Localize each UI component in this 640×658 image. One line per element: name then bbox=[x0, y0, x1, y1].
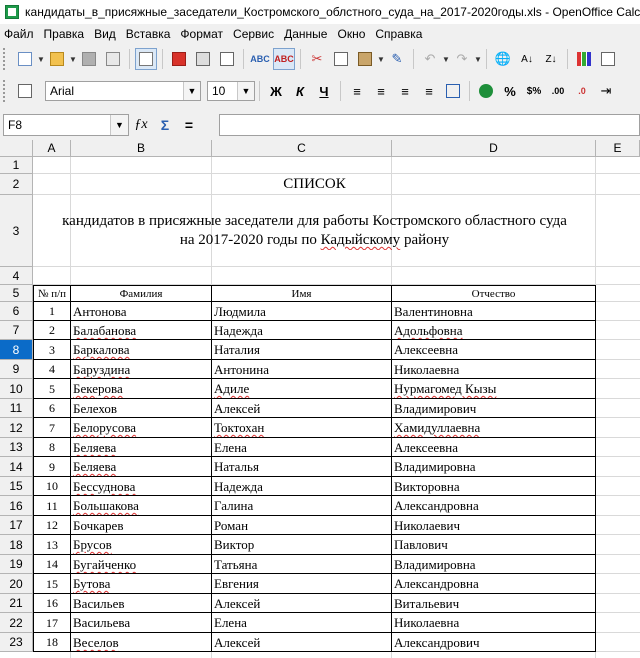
record-surname-text: Белорусова bbox=[73, 420, 137, 435]
autospellcheck-icon[interactable]: ABC bbox=[273, 48, 295, 70]
row-header[interactable]: 23 bbox=[0, 633, 33, 652]
edit-file-icon[interactable] bbox=[135, 48, 157, 70]
record-patronymic bbox=[392, 633, 596, 652]
formula-input[interactable] bbox=[219, 114, 640, 136]
toolbar-separator bbox=[162, 49, 163, 69]
chevron-down-icon[interactable]: ▼ bbox=[377, 54, 385, 64]
record-first-name-text: Галина bbox=[214, 498, 254, 513]
percent-format-button[interactable]: % bbox=[504, 83, 516, 99]
record-patronymic-text: Адольфовна bbox=[394, 323, 463, 338]
record-number bbox=[33, 477, 71, 496]
column-header-b[interactable]: B bbox=[71, 140, 212, 157]
record-surname-text: Белехов bbox=[73, 401, 117, 416]
record-first-name-text: Надежда bbox=[214, 479, 263, 494]
clone-formatting-icon[interactable]: ✎ bbox=[391, 51, 403, 66]
chevron-down-icon[interactable]: ▼ bbox=[442, 54, 450, 64]
record-first-name-text: Алексей bbox=[214, 401, 261, 416]
record-patronymic bbox=[392, 399, 596, 418]
record-number bbox=[33, 457, 71, 477]
paste-icon[interactable] bbox=[354, 48, 376, 70]
open-folder-icon[interactable] bbox=[46, 48, 68, 70]
record-patronymic bbox=[392, 594, 596, 613]
record-patronymic bbox=[392, 379, 596, 399]
record-first-name bbox=[212, 477, 392, 496]
toolbar-separator bbox=[300, 49, 301, 69]
record-number-text: 2 bbox=[49, 323, 55, 337]
chevron-down-icon[interactable]: ▼ bbox=[237, 82, 254, 100]
font-size-combo[interactable] bbox=[207, 81, 255, 101]
toolbar-grip[interactable] bbox=[3, 80, 9, 102]
record-number-text: 18 bbox=[46, 635, 58, 649]
toolbar-separator bbox=[243, 49, 244, 69]
menu-format[interactable]: Формат bbox=[180, 27, 224, 41]
align-left-icon[interactable]: ≡ bbox=[353, 83, 361, 99]
record-surname bbox=[71, 360, 212, 379]
align-center-icon[interactable]: ≡ bbox=[377, 83, 385, 99]
record-number-text: 8 bbox=[49, 440, 55, 454]
record-surname-text: Балабанова bbox=[73, 323, 137, 338]
record-first-name bbox=[212, 574, 392, 594]
pivot-table-icon[interactable] bbox=[597, 48, 619, 70]
record-patronymic bbox=[392, 477, 596, 496]
menu-tools[interactable]: Сервис bbox=[233, 27, 275, 41]
delete-decimal-icon[interactable]: .0 bbox=[578, 86, 586, 96]
record-patronymic-text: Нурмагомед Кызы bbox=[394, 381, 497, 396]
column-header-c[interactable]: C bbox=[212, 140, 392, 157]
record-surname-text: Бугайченко bbox=[73, 557, 137, 572]
record-number-text: 7 bbox=[49, 421, 55, 435]
standard-format-button[interactable]: $% bbox=[526, 85, 542, 97]
toolbar-separator bbox=[259, 81, 260, 101]
formula-bar bbox=[0, 112, 640, 138]
styles-icon[interactable] bbox=[14, 80, 36, 102]
record-patronymic bbox=[392, 438, 596, 457]
record-surname bbox=[71, 321, 212, 340]
record-number bbox=[33, 399, 71, 418]
merge-cells-icon[interactable] bbox=[442, 80, 464, 102]
menu-view[interactable]: Вид bbox=[94, 27, 116, 41]
menu-data[interactable]: Данные bbox=[284, 27, 328, 41]
subtitle-text-part: на 2017-2020 годы по bbox=[179, 232, 321, 248]
record-first-name-text: Алексей bbox=[214, 596, 261, 611]
record-number-text: 4 bbox=[49, 362, 55, 376]
row-header[interactable]: 13 bbox=[0, 438, 33, 457]
record-surname-text: Беляева bbox=[73, 440, 117, 455]
record-patronymic-text: Александрович bbox=[394, 635, 480, 650]
record-first-name bbox=[212, 360, 392, 379]
record-surname bbox=[71, 418, 212, 438]
align-right-icon[interactable]: ≡ bbox=[401, 83, 409, 99]
record-patronymic bbox=[392, 302, 596, 321]
toolbar-grip[interactable] bbox=[3, 48, 9, 70]
record-patronymic-text: Николаевна bbox=[394, 362, 460, 377]
record-surname bbox=[71, 302, 212, 321]
record-first-name-text: Токтохан bbox=[214, 420, 265, 435]
record-number-text: 1 bbox=[49, 304, 55, 318]
print-icon[interactable] bbox=[192, 48, 214, 70]
record-first-name-text: Елена bbox=[214, 615, 247, 630]
record-patronymic-text: Витальевич bbox=[394, 596, 460, 611]
record-number bbox=[33, 321, 71, 340]
chevron-down-icon[interactable]: ▼ bbox=[474, 54, 482, 64]
subtitle-text-part: району bbox=[400, 232, 450, 248]
row-header[interactable]: 12 bbox=[0, 418, 33, 438]
record-patronymic-text: Владимирович bbox=[394, 401, 477, 416]
underline-button[interactable]: Ч bbox=[319, 83, 329, 99]
email-icon[interactable] bbox=[102, 48, 124, 70]
record-patronymic bbox=[392, 555, 596, 574]
row-header[interactable]: 2 bbox=[0, 174, 33, 195]
sort-descending-icon[interactable]: Z↓ bbox=[545, 53, 557, 65]
table-header-cell-text: Фамилия bbox=[119, 288, 163, 300]
row-header[interactable]: 14 bbox=[0, 457, 33, 477]
record-patronymic-text: Алексеевна bbox=[394, 440, 458, 455]
record-patronymic bbox=[392, 535, 596, 555]
record-surname-text: Баркалова bbox=[73, 342, 130, 357]
function-equals-icon[interactable]: = bbox=[184, 117, 194, 133]
subtitle-district-name: Кадыйскому bbox=[320, 232, 401, 248]
undo-icon[interactable]: ↶ bbox=[424, 51, 436, 66]
record-surname-text: Бессуднова bbox=[73, 479, 136, 494]
record-surname bbox=[71, 594, 212, 613]
record-surname bbox=[71, 535, 212, 555]
record-first-name-text: Евгения bbox=[214, 576, 259, 591]
record-patronymic-text: Валентиновна bbox=[394, 304, 473, 319]
record-surname-text: Большакова bbox=[73, 498, 139, 513]
spellcheck-icon[interactable]: ABC bbox=[250, 54, 270, 64]
row-header[interactable]: 22 bbox=[0, 613, 33, 633]
record-first-name bbox=[212, 496, 392, 516]
row-header[interactable]: 6 bbox=[0, 302, 33, 321]
row-header[interactable]: 7 bbox=[0, 321, 33, 340]
record-first-name-text: Людмила bbox=[214, 304, 266, 319]
record-number bbox=[33, 574, 71, 594]
table-header-cell-text: Имя bbox=[291, 288, 312, 300]
record-first-name bbox=[212, 535, 392, 555]
table-header-cell-text: № п/п bbox=[37, 288, 67, 300]
record-first-name bbox=[212, 302, 392, 321]
save-icon[interactable] bbox=[78, 48, 100, 70]
record-first-name bbox=[212, 379, 392, 399]
print-preview-icon[interactable] bbox=[216, 48, 238, 70]
record-surname-text: Беляева bbox=[73, 459, 117, 474]
record-number-text: 6 bbox=[49, 401, 55, 415]
record-first-name-text: Татьяна bbox=[214, 557, 258, 572]
record-surname-text: Баруздина bbox=[73, 362, 131, 377]
toolbar-separator bbox=[486, 49, 487, 69]
record-first-name bbox=[212, 438, 392, 457]
record-patronymic bbox=[392, 340, 596, 360]
record-surname-text: Брусов bbox=[73, 537, 112, 552]
record-patronymic-text: Александровна bbox=[394, 498, 479, 513]
record-surname bbox=[71, 399, 212, 418]
row-header[interactable]: 3 bbox=[0, 195, 33, 267]
menu-edit[interactable]: Правка bbox=[43, 27, 85, 41]
table-header-cell bbox=[71, 285, 212, 302]
formatting-toolbar bbox=[0, 76, 640, 106]
copy-icon[interactable] bbox=[330, 48, 352, 70]
record-surname bbox=[71, 613, 212, 633]
record-first-name-text: Наталия bbox=[214, 342, 260, 357]
record-surname bbox=[71, 496, 212, 516]
new-document-icon[interactable] bbox=[14, 48, 36, 70]
record-surname-text: Васильева bbox=[73, 615, 131, 630]
record-first-name bbox=[212, 399, 392, 418]
row-header[interactable]: 17 bbox=[0, 516, 33, 535]
record-first-name bbox=[212, 633, 392, 652]
row-header[interactable]: 1 bbox=[0, 157, 33, 174]
record-patronymic-text: Павлович bbox=[394, 537, 448, 552]
chevron-down-icon[interactable]: ▼ bbox=[183, 82, 200, 100]
record-first-name-text: Виктор bbox=[214, 537, 255, 552]
column-header-d[interactable]: D bbox=[392, 140, 596, 157]
record-surname bbox=[71, 438, 212, 457]
list-subtitle-line1: кандидатов в присяжные заседатели для работы Костромского областного суда bbox=[62, 213, 567, 229]
font-size-value: 10 bbox=[212, 84, 226, 98]
record-patronymic bbox=[392, 457, 596, 477]
record-patronymic bbox=[392, 321, 596, 340]
record-number-text: 5 bbox=[49, 382, 55, 396]
record-number-text: 15 bbox=[46, 577, 58, 591]
record-patronymic-text: Николаевич bbox=[394, 518, 460, 533]
record-number bbox=[33, 594, 71, 613]
row-header[interactable]: 16 bbox=[0, 496, 33, 516]
calc-app-icon bbox=[5, 5, 19, 19]
record-number-text: 10 bbox=[46, 479, 58, 493]
table-header-cell-text: Отчество bbox=[471, 288, 516, 300]
record-patronymic-text: Владимировна bbox=[394, 459, 476, 474]
gridline-horizontal bbox=[33, 194, 640, 195]
currency-format-icon[interactable] bbox=[475, 80, 497, 102]
spreadsheet-grid[interactable] bbox=[0, 140, 640, 658]
record-number bbox=[33, 613, 71, 633]
record-surname-text: Бутова bbox=[73, 576, 111, 591]
row-header[interactable]: 5 bbox=[0, 285, 33, 302]
record-first-name bbox=[212, 340, 392, 360]
record-surname-text: Васильев bbox=[73, 596, 125, 611]
row-header[interactable]: 11 bbox=[0, 399, 33, 418]
menu-bar bbox=[0, 24, 640, 44]
table-header-cell bbox=[212, 285, 392, 302]
record-surname bbox=[71, 457, 212, 477]
sum-icon[interactable]: Σ bbox=[160, 117, 170, 133]
record-number bbox=[33, 535, 71, 555]
record-number bbox=[33, 418, 71, 438]
cut-icon[interactable]: ✂ bbox=[311, 51, 323, 66]
record-number-text: 11 bbox=[46, 499, 58, 513]
record-surname bbox=[71, 555, 212, 574]
chevron-down-icon[interactable]: ▼ bbox=[69, 54, 77, 64]
record-number-text: 12 bbox=[46, 518, 58, 532]
name-box[interactable] bbox=[3, 114, 129, 136]
record-surname-text: Бочкарев bbox=[73, 518, 124, 533]
record-first-name bbox=[212, 594, 392, 613]
record-first-name bbox=[212, 457, 392, 477]
record-first-name-text: Адиле bbox=[214, 381, 250, 396]
record-number-text: 17 bbox=[46, 616, 58, 630]
export-pdf-icon[interactable] bbox=[168, 48, 190, 70]
record-surname bbox=[71, 379, 212, 399]
record-first-name-text: Наталья bbox=[214, 459, 259, 474]
row-header[interactable]: 19 bbox=[0, 555, 33, 574]
toolbar-separator bbox=[469, 81, 470, 101]
row-header[interactable]: 15 bbox=[0, 477, 33, 496]
select-all-corner[interactable] bbox=[0, 140, 33, 157]
italic-button[interactable]: К bbox=[296, 83, 304, 99]
toolbar-separator bbox=[129, 49, 130, 69]
record-first-name bbox=[212, 613, 392, 633]
row-header[interactable]: 8 bbox=[0, 340, 33, 360]
font-name-value: Arial bbox=[50, 84, 75, 98]
record-surname bbox=[71, 516, 212, 535]
row-header[interactable]: 21 bbox=[0, 594, 33, 613]
menu-insert[interactable]: Вставка bbox=[125, 27, 171, 41]
record-first-name-text: Роман bbox=[214, 518, 249, 533]
row-header[interactable]: 9 bbox=[0, 360, 33, 379]
record-number bbox=[33, 379, 71, 399]
menu-help[interactable]: Справка bbox=[375, 27, 423, 41]
record-patronymic bbox=[392, 613, 596, 633]
menu-file[interactable]: Файл bbox=[4, 27, 34, 41]
record-number bbox=[33, 496, 71, 516]
row-header[interactable]: 4 bbox=[0, 267, 33, 285]
record-number-text: 14 bbox=[46, 557, 58, 571]
row-header[interactable]: 20 bbox=[0, 574, 33, 594]
table-header-cell bbox=[33, 285, 71, 302]
window-title: кандидаты_в_присяжные_заседатели_Костромского_облстного_суда_на_2017-2020годы.xls - OpenOffice Calc bbox=[25, 5, 640, 19]
record-patronymic bbox=[392, 516, 596, 535]
font-name-combo[interactable] bbox=[45, 81, 201, 101]
title-bar bbox=[0, 0, 640, 24]
record-first-name-text: Надежда bbox=[214, 323, 263, 338]
record-first-name bbox=[212, 555, 392, 574]
record-patronymic-text: Владимировна bbox=[394, 557, 476, 572]
record-number-text: 3 bbox=[49, 343, 55, 357]
list-subtitle-line2 bbox=[33, 230, 596, 250]
record-number bbox=[33, 302, 71, 321]
hyperlink-icon[interactable]: 🌐 bbox=[494, 51, 512, 66]
record-surname bbox=[71, 633, 212, 652]
record-first-name bbox=[212, 321, 392, 340]
record-number bbox=[33, 516, 71, 535]
record-number-text: 9 bbox=[49, 460, 55, 474]
add-decimal-icon[interactable]: .00 bbox=[551, 86, 565, 96]
row-header[interactable]: 18 bbox=[0, 535, 33, 555]
sort-ascending-icon[interactable]: A↓ bbox=[521, 53, 533, 65]
record-first-name-text: Алексей bbox=[214, 635, 261, 650]
record-patronymic-text: Александровна bbox=[394, 576, 479, 591]
toolbar-separator bbox=[340, 81, 341, 101]
record-surname bbox=[71, 340, 212, 360]
record-patronymic bbox=[392, 496, 596, 516]
record-patronymic bbox=[392, 360, 596, 379]
record-number bbox=[33, 633, 71, 652]
cell-reference: F8 bbox=[8, 118, 23, 132]
record-first-name-text: Елена bbox=[214, 440, 247, 455]
record-first-name bbox=[212, 418, 392, 438]
justify-icon[interactable]: ≡ bbox=[425, 83, 433, 99]
record-surname-text: Антонова bbox=[73, 304, 127, 319]
standard-toolbar bbox=[0, 44, 640, 74]
toolbar-separator bbox=[567, 49, 568, 69]
record-number-text: 13 bbox=[46, 538, 58, 552]
record-first-name bbox=[212, 516, 392, 535]
record-number bbox=[33, 340, 71, 360]
record-surname-text: Бекерова bbox=[73, 381, 123, 396]
chart-icon[interactable] bbox=[573, 48, 595, 70]
gridline-horizontal bbox=[33, 266, 640, 267]
record-number bbox=[33, 360, 71, 379]
record-surname bbox=[71, 574, 212, 594]
record-number bbox=[33, 555, 71, 574]
bold-button[interactable]: Ж bbox=[270, 83, 282, 99]
record-patronymic-text: Викторовна bbox=[394, 479, 460, 494]
toolbar-separator bbox=[413, 49, 414, 69]
menu-window[interactable]: Окно bbox=[337, 27, 366, 41]
record-patronymic-text: Николаевна bbox=[394, 615, 460, 630]
record-surname-text: Веселов bbox=[73, 635, 119, 650]
function-wizard-icon[interactable]: ƒx bbox=[134, 117, 148, 132]
chevron-down-icon[interactable]: ▼ bbox=[110, 115, 128, 135]
row-header[interactable]: 10 bbox=[0, 379, 33, 399]
record-patronymic bbox=[392, 418, 596, 438]
record-surname bbox=[71, 477, 212, 496]
record-patronymic-text: Алексеевна bbox=[394, 342, 458, 357]
column-header-a[interactable]: A bbox=[33, 140, 71, 157]
record-patronymic bbox=[392, 574, 596, 594]
column-header-e[interactable]: E bbox=[596, 140, 640, 157]
chevron-down-icon[interactable]: ▼ bbox=[37, 54, 45, 64]
list-title: СПИСОК bbox=[283, 176, 346, 192]
record-number-text: 16 bbox=[46, 596, 58, 610]
record-first-name-text: Антонина bbox=[214, 362, 269, 377]
redo-icon[interactable]: ↷ bbox=[456, 51, 468, 66]
record-number bbox=[33, 438, 71, 457]
table-header-cell bbox=[392, 285, 596, 302]
indent-icon[interactable]: ⇥ bbox=[600, 83, 612, 98]
record-patronymic-text: Хамидуллаевна bbox=[394, 420, 481, 435]
